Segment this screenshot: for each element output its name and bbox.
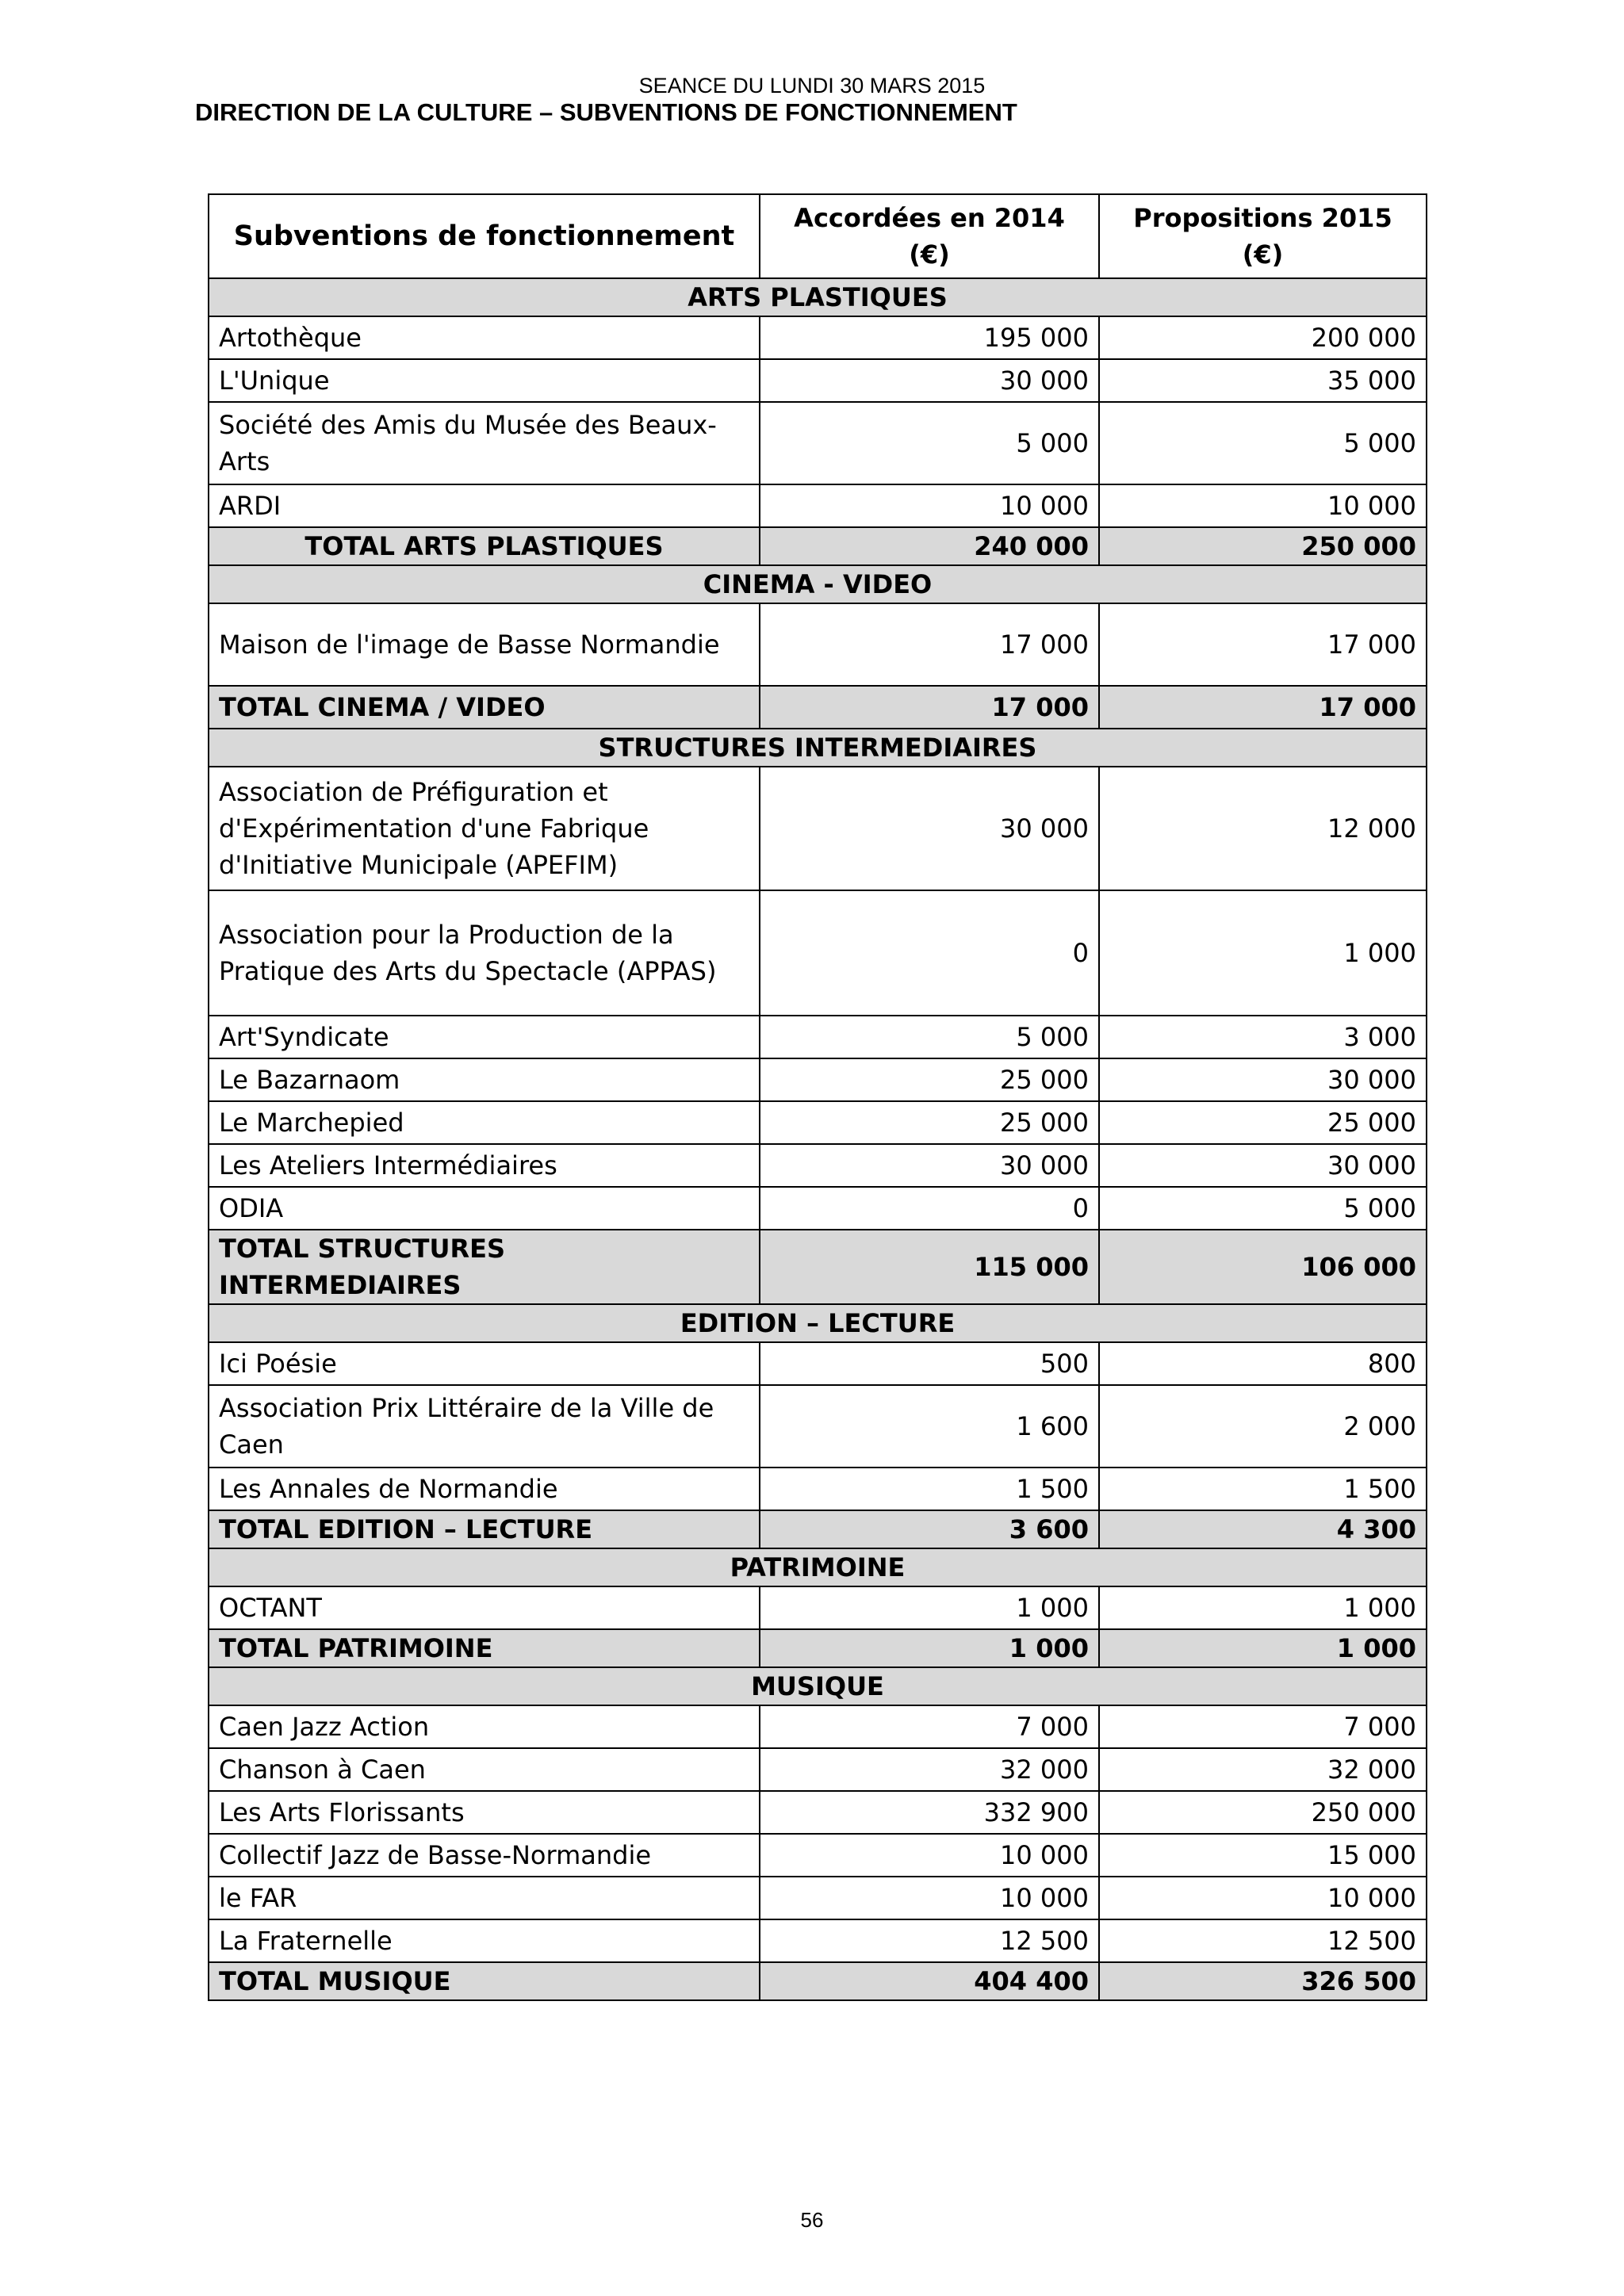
total-row xyxy=(209,527,1427,565)
row-label: Artothèque xyxy=(209,316,760,359)
session-date: SEANCE DU LUNDI 30 MARS 2015 xyxy=(638,74,986,98)
total-2015: 250 000 xyxy=(1099,527,1427,565)
value-2014: 17 000 xyxy=(760,603,1099,686)
row-label: ODIA xyxy=(209,1187,760,1230)
section-name: MUSIQUE xyxy=(209,1667,1427,1705)
total-row xyxy=(209,1230,1427,1304)
value-2015: 10 000 xyxy=(1099,484,1427,527)
section-name: STRUCTURES INTERMEDIAIRES xyxy=(209,729,1427,767)
value-2015: 5 000 xyxy=(1099,1187,1427,1230)
value-2014: 25 000 xyxy=(760,1101,1099,1144)
section-header-row xyxy=(209,1667,1427,1705)
value-2015: 12 500 xyxy=(1099,1919,1427,1962)
value-2014: 0 xyxy=(760,1187,1099,1230)
table-row xyxy=(209,1877,1427,1919)
value-2015: 12 000 xyxy=(1099,767,1427,890)
row-label: Chanson à Caen xyxy=(209,1748,760,1791)
section-name: PATRIMOINE xyxy=(209,1548,1427,1586)
table-row xyxy=(209,1919,1427,1962)
row-label: le FAR xyxy=(209,1877,760,1919)
value-2014: 0 xyxy=(760,890,1099,1016)
value-2015: 10 000 xyxy=(1099,1877,1427,1919)
value-2015: 1 000 xyxy=(1099,890,1427,1016)
table-row xyxy=(209,359,1427,402)
table-row xyxy=(209,1791,1427,1834)
total-2014: 17 000 xyxy=(760,686,1099,729)
table-row xyxy=(209,402,1427,484)
value-2014: 10 000 xyxy=(760,484,1099,527)
section-name: EDITION – LECTURE xyxy=(209,1304,1427,1342)
table-row xyxy=(209,1342,1427,1385)
value-2014: 10 000 xyxy=(760,1877,1099,1919)
table-row xyxy=(209,1586,1427,1629)
value-2015: 1 500 xyxy=(1099,1468,1427,1510)
table-row xyxy=(209,1705,1427,1748)
table-row xyxy=(209,1144,1427,1187)
column-header-2014: Accordées en 2014 (€) xyxy=(760,194,1099,278)
table-row xyxy=(209,1834,1427,1877)
table-row xyxy=(209,316,1427,359)
section-header-row xyxy=(209,1548,1427,1586)
total-2014: 240 000 xyxy=(760,527,1099,565)
total-label: TOTAL EDITION – LECTURE xyxy=(209,1510,760,1548)
value-2014: 12 500 xyxy=(760,1919,1099,1962)
total-2015: 1 000 xyxy=(1099,1629,1427,1667)
total-2015: 106 000 xyxy=(1099,1230,1427,1304)
total-row xyxy=(209,1629,1427,1667)
column-header-2015: Propositions 2015 (€) xyxy=(1099,194,1427,278)
value-2014: 500 xyxy=(760,1342,1099,1385)
value-2014: 10 000 xyxy=(760,1834,1099,1877)
section-header-row xyxy=(209,729,1427,767)
table-row xyxy=(209,1058,1427,1101)
row-label: Le Marchepied xyxy=(209,1101,760,1144)
row-label: L'Unique xyxy=(209,359,760,402)
table-row xyxy=(209,1187,1427,1230)
value-2015: 2 000 xyxy=(1099,1385,1427,1468)
total-2014: 1 000 xyxy=(760,1629,1099,1667)
value-2015: 3 000 xyxy=(1099,1016,1427,1058)
total-2014: 3 600 xyxy=(760,1510,1099,1548)
value-2015: 35 000 xyxy=(1099,359,1427,402)
row-label: Caen Jazz Action xyxy=(209,1705,760,1748)
total-row xyxy=(209,1962,1427,2000)
table-row xyxy=(209,484,1427,527)
row-label: Ici Poésie xyxy=(209,1342,760,1385)
total-label: TOTAL CINEMA / VIDEO xyxy=(209,686,760,729)
value-2014: 30 000 xyxy=(760,359,1099,402)
page-number: 56 xyxy=(800,2208,824,2232)
value-2014: 1 000 xyxy=(760,1586,1099,1629)
total-2015: 4 300 xyxy=(1099,1510,1427,1548)
section-name: CINEMA - VIDEO xyxy=(209,565,1427,603)
total-label: TOTAL MUSIQUE xyxy=(209,1962,760,2000)
total-2014: 404 400 xyxy=(760,1962,1099,2000)
table-row xyxy=(209,1748,1427,1791)
value-2015: 1 000 xyxy=(1099,1586,1427,1629)
total-label: TOTAL STRUCTURES INTERMEDIAIRES xyxy=(209,1230,760,1304)
row-label: Association de Préfiguration et d'Expérimentation d'une Fabrique d'Initiative Municipale (APEFIM) xyxy=(209,767,760,890)
total-label: TOTAL PATRIMOINE xyxy=(209,1629,760,1667)
total-label: TOTAL ARTS PLASTIQUES xyxy=(209,527,760,565)
value-2015: 32 000 xyxy=(1099,1748,1427,1791)
total-2015: 326 500 xyxy=(1099,1962,1427,2000)
value-2015: 17 000 xyxy=(1099,603,1427,686)
total-row xyxy=(209,1510,1427,1548)
row-label: La Fraternelle xyxy=(209,1919,760,1962)
row-label: ARDI xyxy=(209,484,760,527)
row-label: Association pour la Production de la Pratique des Arts du Spectacle (APPAS) xyxy=(209,890,760,1016)
value-2015: 30 000 xyxy=(1099,1058,1427,1101)
value-2014: 30 000 xyxy=(760,767,1099,890)
value-2014: 195 000 xyxy=(760,316,1099,359)
value-2015: 250 000 xyxy=(1099,1791,1427,1834)
column-header-subventions: Subventions de fonctionnement xyxy=(209,194,760,278)
value-2014: 332 900 xyxy=(760,1791,1099,1834)
section-name: ARTS PLASTIQUES xyxy=(209,278,1427,316)
table-row xyxy=(209,1101,1427,1144)
value-2014: 5 000 xyxy=(760,402,1099,484)
row-label: Société des Amis du Musée des Beaux-Arts xyxy=(209,402,760,484)
total-row xyxy=(209,686,1427,729)
row-label: Association Prix Littéraire de la Ville de Caen xyxy=(209,1385,760,1468)
row-label: Les Annales de Normandie xyxy=(209,1468,760,1510)
table-row xyxy=(209,1385,1427,1468)
table-header-row xyxy=(209,194,1427,278)
row-label: Collectif Jazz de Basse-Normandie xyxy=(209,1834,760,1877)
value-2014: 1 500 xyxy=(760,1468,1099,1510)
value-2015: 7 000 xyxy=(1099,1705,1427,1748)
value-2015: 5 000 xyxy=(1099,402,1427,484)
value-2014: 30 000 xyxy=(760,1144,1099,1187)
value-2015: 800 xyxy=(1099,1342,1427,1385)
total-2014: 115 000 xyxy=(760,1230,1099,1304)
table-row xyxy=(209,890,1427,1016)
table-row xyxy=(209,1016,1427,1058)
table-row xyxy=(209,603,1427,686)
section-header-row xyxy=(209,278,1427,316)
table-row xyxy=(209,1468,1427,1510)
row-label: OCTANT xyxy=(209,1586,760,1629)
section-header-row xyxy=(209,565,1427,603)
value-2015: 30 000 xyxy=(1099,1144,1427,1187)
page-title: DIRECTION DE LA CULTURE – SUBVENTIONS DE FONCTIONNEMENT xyxy=(195,98,1017,126)
table-row xyxy=(209,767,1427,890)
value-2014: 32 000 xyxy=(760,1748,1099,1791)
subsidies-table xyxy=(208,193,1427,2001)
value-2014: 5 000 xyxy=(760,1016,1099,1058)
value-2014: 7 000 xyxy=(760,1705,1099,1748)
value-2015: 15 000 xyxy=(1099,1834,1427,1877)
value-2014: 25 000 xyxy=(760,1058,1099,1101)
section-header-row xyxy=(209,1304,1427,1342)
value-2014: 1 600 xyxy=(760,1385,1099,1468)
value-2015: 200 000 xyxy=(1099,316,1427,359)
row-label: Maison de l'image de Basse Normandie xyxy=(209,603,760,686)
row-label: Le Bazarnaom xyxy=(209,1058,760,1101)
row-label: Les Arts Florissants xyxy=(209,1791,760,1834)
row-label: Art'Syndicate xyxy=(209,1016,760,1058)
value-2015: 25 000 xyxy=(1099,1101,1427,1144)
total-2015: 17 000 xyxy=(1099,686,1427,729)
row-label: Les Ateliers Intermédiaires xyxy=(209,1144,760,1187)
